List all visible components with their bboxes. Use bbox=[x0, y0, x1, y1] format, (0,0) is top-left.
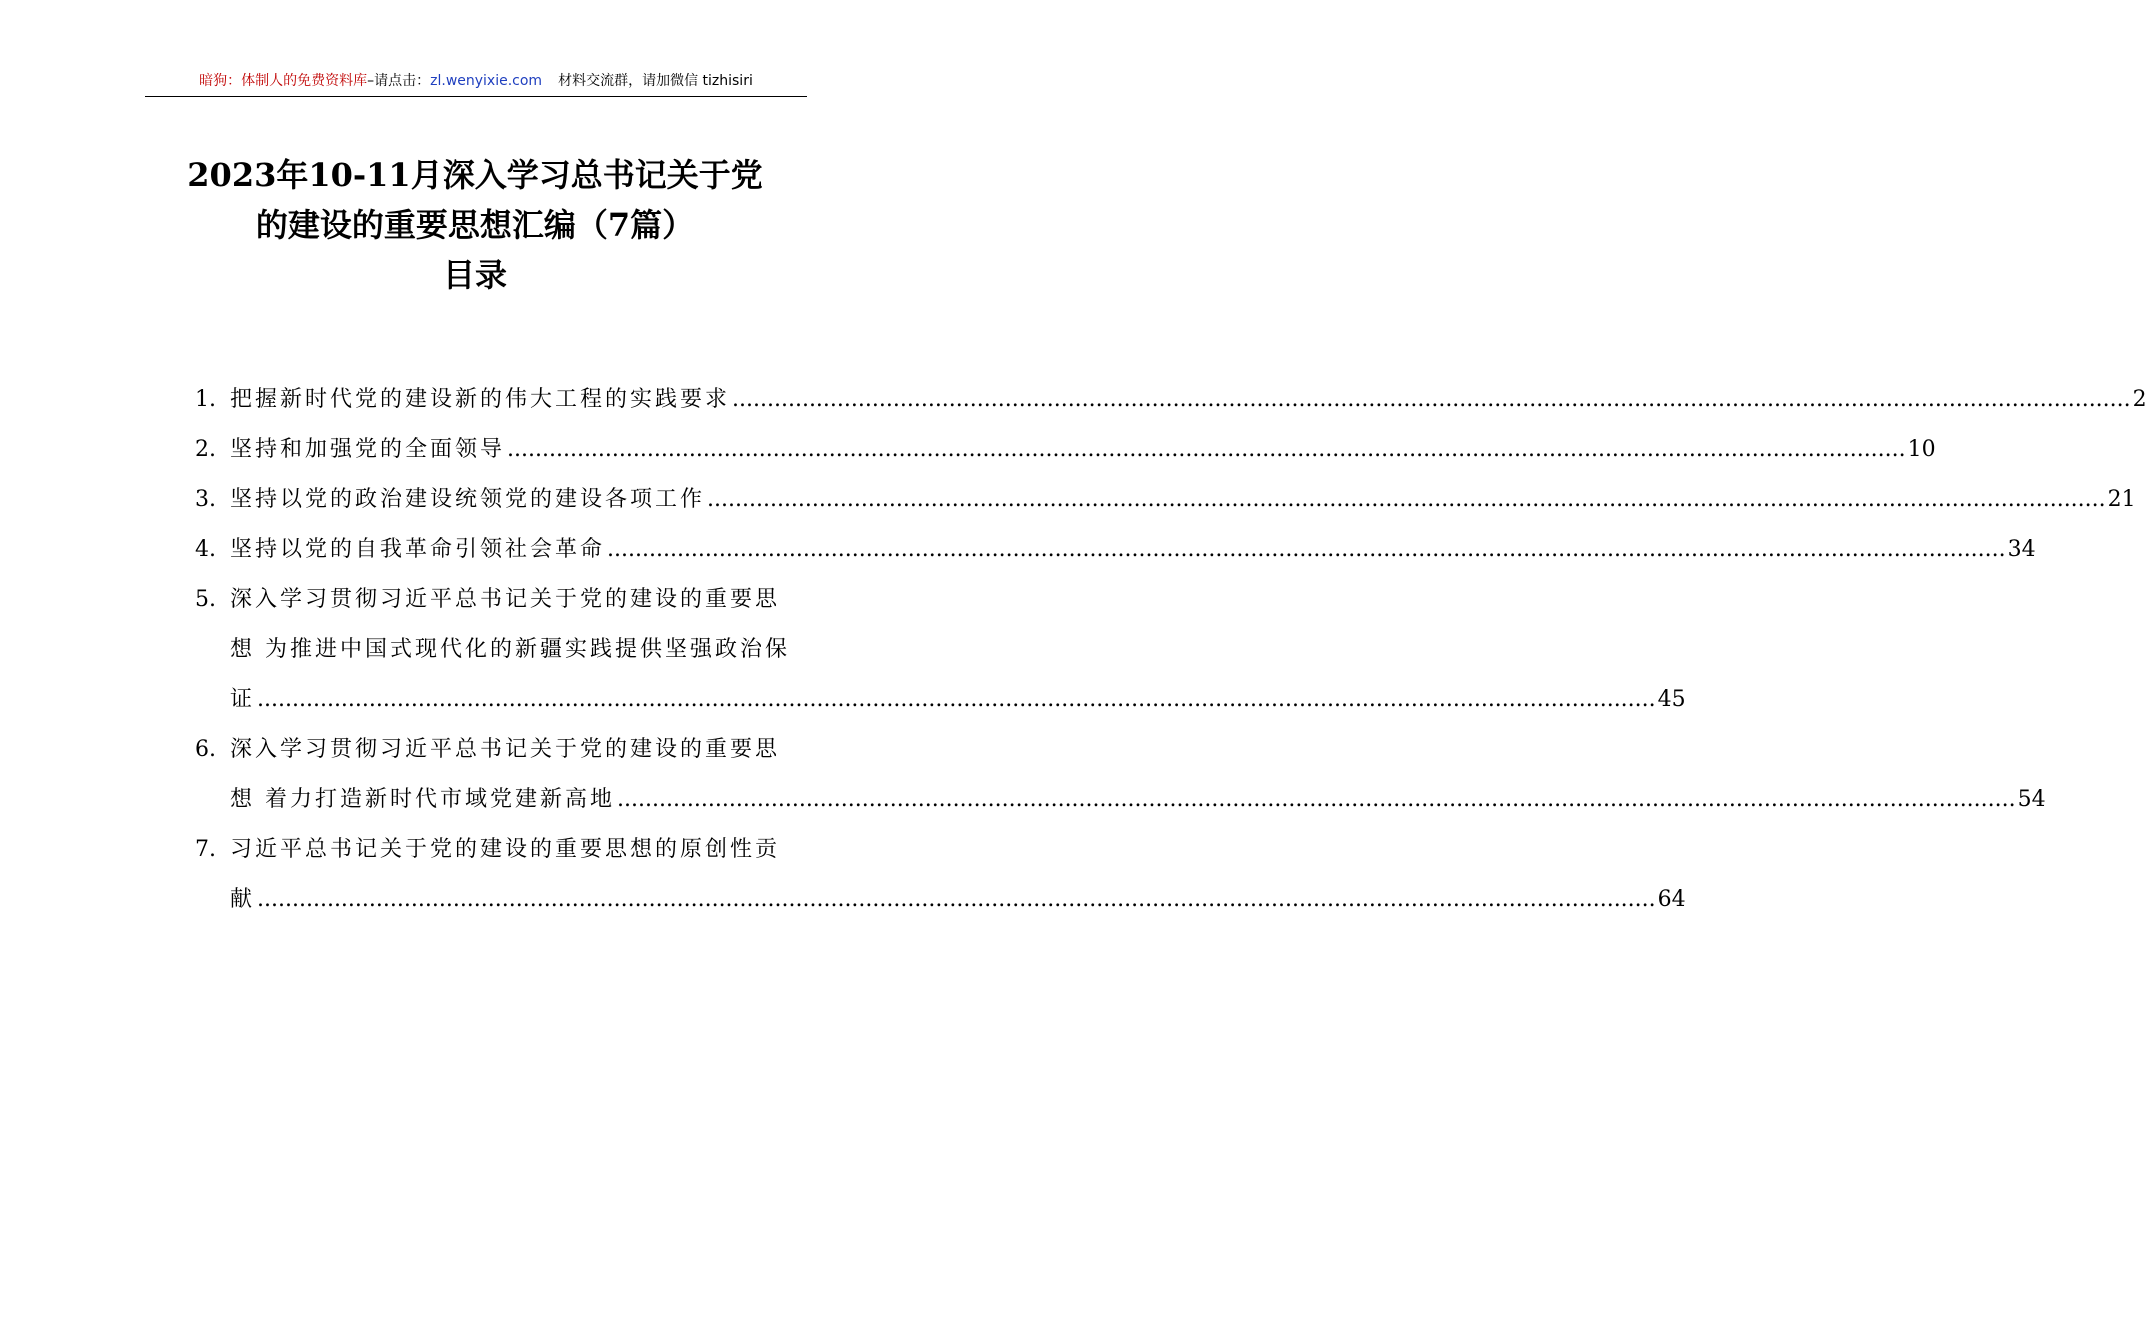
document-title bbox=[100, 150, 850, 300]
toc-entry-title: 把握新时代党的建设新的伟大工程的实践要求 bbox=[230, 387, 731, 412]
toc-entry-title: 献 bbox=[230, 887, 256, 912]
toc-entry[interactable] bbox=[195, 425, 1936, 475]
toc-entry-title: 想 着力打造新时代市域党建新高地 bbox=[230, 787, 615, 812]
toc-page-number: 34 bbox=[2007, 537, 2036, 562]
toc-entry-title: 坚持和加强党的全面领导 bbox=[230, 437, 506, 462]
toc-entry-title: 坚持以党的政治建设统领党的建设各项工作 bbox=[230, 487, 706, 512]
toc-entry-last-line bbox=[230, 525, 2036, 575]
toc-leader-dots: ........................................................................................................................................................................................................ bbox=[707, 487, 2106, 512]
table-of-contents bbox=[195, 375, 2147, 925]
toc-page-number: 64 bbox=[1657, 887, 1686, 912]
toc-entry-number: 4. bbox=[195, 537, 216, 562]
header-brand: 暗狗：体制人的免费资料库 bbox=[199, 73, 368, 89]
toc-entry-last-line bbox=[230, 675, 1686, 725]
toc-entry[interactable] bbox=[195, 725, 2046, 825]
toc-page-number: 2 bbox=[2132, 387, 2147, 412]
toc-entry-last-line bbox=[230, 425, 1936, 475]
toc-entry-number: 7. bbox=[195, 837, 216, 862]
title-line-1: 2023年10-11月深入学习总书记关于党 bbox=[187, 156, 763, 194]
toc-entry-text-line: 深入学习贯彻习近平总书记关于党的建设的重要思 bbox=[230, 737, 781, 762]
toc-entry-text-line: 想 为推进中国式现代化的新疆实践提供坚强政治保 bbox=[230, 637, 790, 662]
toc-entry-number: 6. bbox=[195, 737, 216, 762]
toc-entry[interactable] bbox=[195, 525, 2036, 575]
toc-entry-title: 坚持以党的自我革命引领社会革命 bbox=[230, 537, 606, 562]
toc-page-number: 10 bbox=[1907, 437, 1936, 462]
page-header bbox=[145, 66, 807, 97]
toc-entry-number: 5. bbox=[195, 587, 216, 612]
toc-entry-text-line: 深入学习贯彻习近平总书记关于党的建设的重要思 bbox=[230, 587, 781, 612]
title-line-3: 目录 bbox=[442, 256, 507, 294]
toc-entry-last-line bbox=[230, 875, 1686, 925]
toc-leader-dots: ........................................................................................................................................................................................................ bbox=[607, 537, 2006, 562]
toc-leader-dots: ........................................................................................................................................................................................................ bbox=[257, 687, 1656, 712]
toc-page-number: 54 bbox=[2017, 787, 2046, 812]
toc-leader-dots: ........................................................................................................................................................................................................ bbox=[732, 387, 2131, 412]
toc-page-number: 45 bbox=[1657, 687, 1686, 712]
title-line-2: 的建设的重要思想汇编（7篇） bbox=[255, 206, 695, 244]
toc-page-number: 21 bbox=[2107, 487, 2136, 512]
toc-entry-number: 2. bbox=[195, 437, 216, 462]
toc-leader-dots: ........................................................................................................................................................................................................ bbox=[617, 787, 2016, 812]
header-link-prefix: –请点击： bbox=[367, 73, 431, 89]
toc-entry[interactable] bbox=[195, 475, 2136, 525]
toc-entry-text-line: 习近平总书记关于党的建设的重要思想的原创性贡 bbox=[230, 837, 781, 862]
toc-entry[interactable] bbox=[195, 825, 1686, 925]
toc-entry-last-line bbox=[230, 475, 2136, 525]
toc-leader-dots: ........................................................................................................................................................................................................ bbox=[507, 437, 1906, 462]
toc-entry[interactable] bbox=[195, 575, 1686, 725]
toc-leader-dots: ........................................................................................................................................................................................................ bbox=[257, 887, 1656, 912]
header-contact: 材料交流群，请加微信 tizhisiri bbox=[558, 73, 753, 89]
toc-entry-number: 3. bbox=[195, 487, 216, 512]
toc-entry-last-line bbox=[230, 775, 2046, 825]
header-link[interactable]: zl.wenyixie.com bbox=[430, 73, 543, 89]
toc-entry-last-line bbox=[230, 375, 2147, 425]
toc-entry[interactable] bbox=[195, 375, 2147, 425]
toc-entry-number: 1. bbox=[195, 387, 216, 412]
toc-entry-title: 证 bbox=[230, 687, 256, 712]
